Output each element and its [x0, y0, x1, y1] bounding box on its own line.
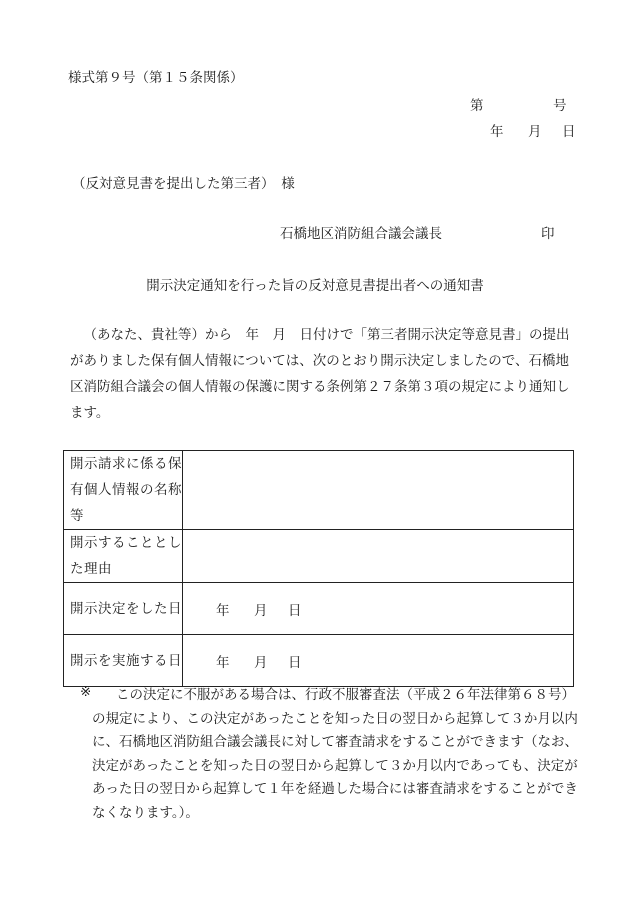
- row-value-reason: [183, 530, 574, 583]
- note-rest: の規定により、この決定があったことを知った日の翌日から起算して３か月以内に、石橋地区消防組合議会議長に対して審査請求をすることができます（なお、決定があったことを知った日の翌日から起算して３か月以内であっても、決定があった日の翌日から起算して１年を経過した場合には審査請求をすることができなくなります。）。: [92, 710, 578, 821]
- table-row: [64, 451, 574, 530]
- row-value-month: 月: [254, 602, 268, 619]
- row-value-year: 年: [216, 602, 230, 619]
- row-value-year: 年: [216, 654, 230, 671]
- note-first-line: この決定に不服がある場合は、行政不服審査法（平成２６年法律第６８号）: [116, 687, 575, 703]
- form-number: 様式第９号（第１５条関係）: [68, 70, 244, 86]
- row-value-day: 日: [288, 654, 302, 671]
- note-mark: ※: [80, 684, 92, 700]
- row-label-info-name: 開示請求に係る保有個人情報の名称等: [64, 451, 183, 530]
- table-row: [64, 635, 574, 687]
- row-label-decision-date: 開示決定をした日: [64, 583, 183, 635]
- issue-date-day: 日: [562, 124, 576, 140]
- row-value-day: 日: [288, 602, 302, 619]
- row-value-decision-date: [183, 583, 574, 635]
- document-number-suffix: 号: [553, 98, 567, 114]
- row-label-reason: 開示することとした理由: [64, 530, 183, 583]
- issue-date: [490, 120, 576, 140]
- seal-mark: 印: [541, 226, 555, 242]
- row-value-implementation-date: [183, 635, 574, 687]
- document-number-prefix: 第: [470, 98, 484, 114]
- row-label-implementation-date: 開示を実施する日: [64, 635, 183, 687]
- issue-date-year: 年: [490, 124, 504, 140]
- table-row: [64, 583, 574, 635]
- issuer-name: 石橋地区消防組合議会議長: [280, 226, 442, 242]
- table-row: [64, 530, 574, 583]
- disclosure-info-table: [63, 450, 574, 687]
- row-value-month: 月: [254, 654, 268, 671]
- body-paragraph: （あなた、貴社等）から 年 月 日付けで「第三者開示決定等意見書」の提出がありました保有個人情報については、次のとおり開示決定しましたので、石橋地区消防組合議会の個人情報の保護に関する条例第２７条第３項の規定により通知します。: [70, 327, 570, 421]
- note-text: [92, 684, 578, 825]
- document-title: 開示決定通知を行った旨の反対意見書提出者への通知書: [146, 278, 484, 294]
- issue-date-month: 月: [528, 124, 542, 140]
- row-value-info-name: [183, 451, 574, 530]
- addressee: （反対意見書を提出した第三者） 様: [72, 176, 295, 192]
